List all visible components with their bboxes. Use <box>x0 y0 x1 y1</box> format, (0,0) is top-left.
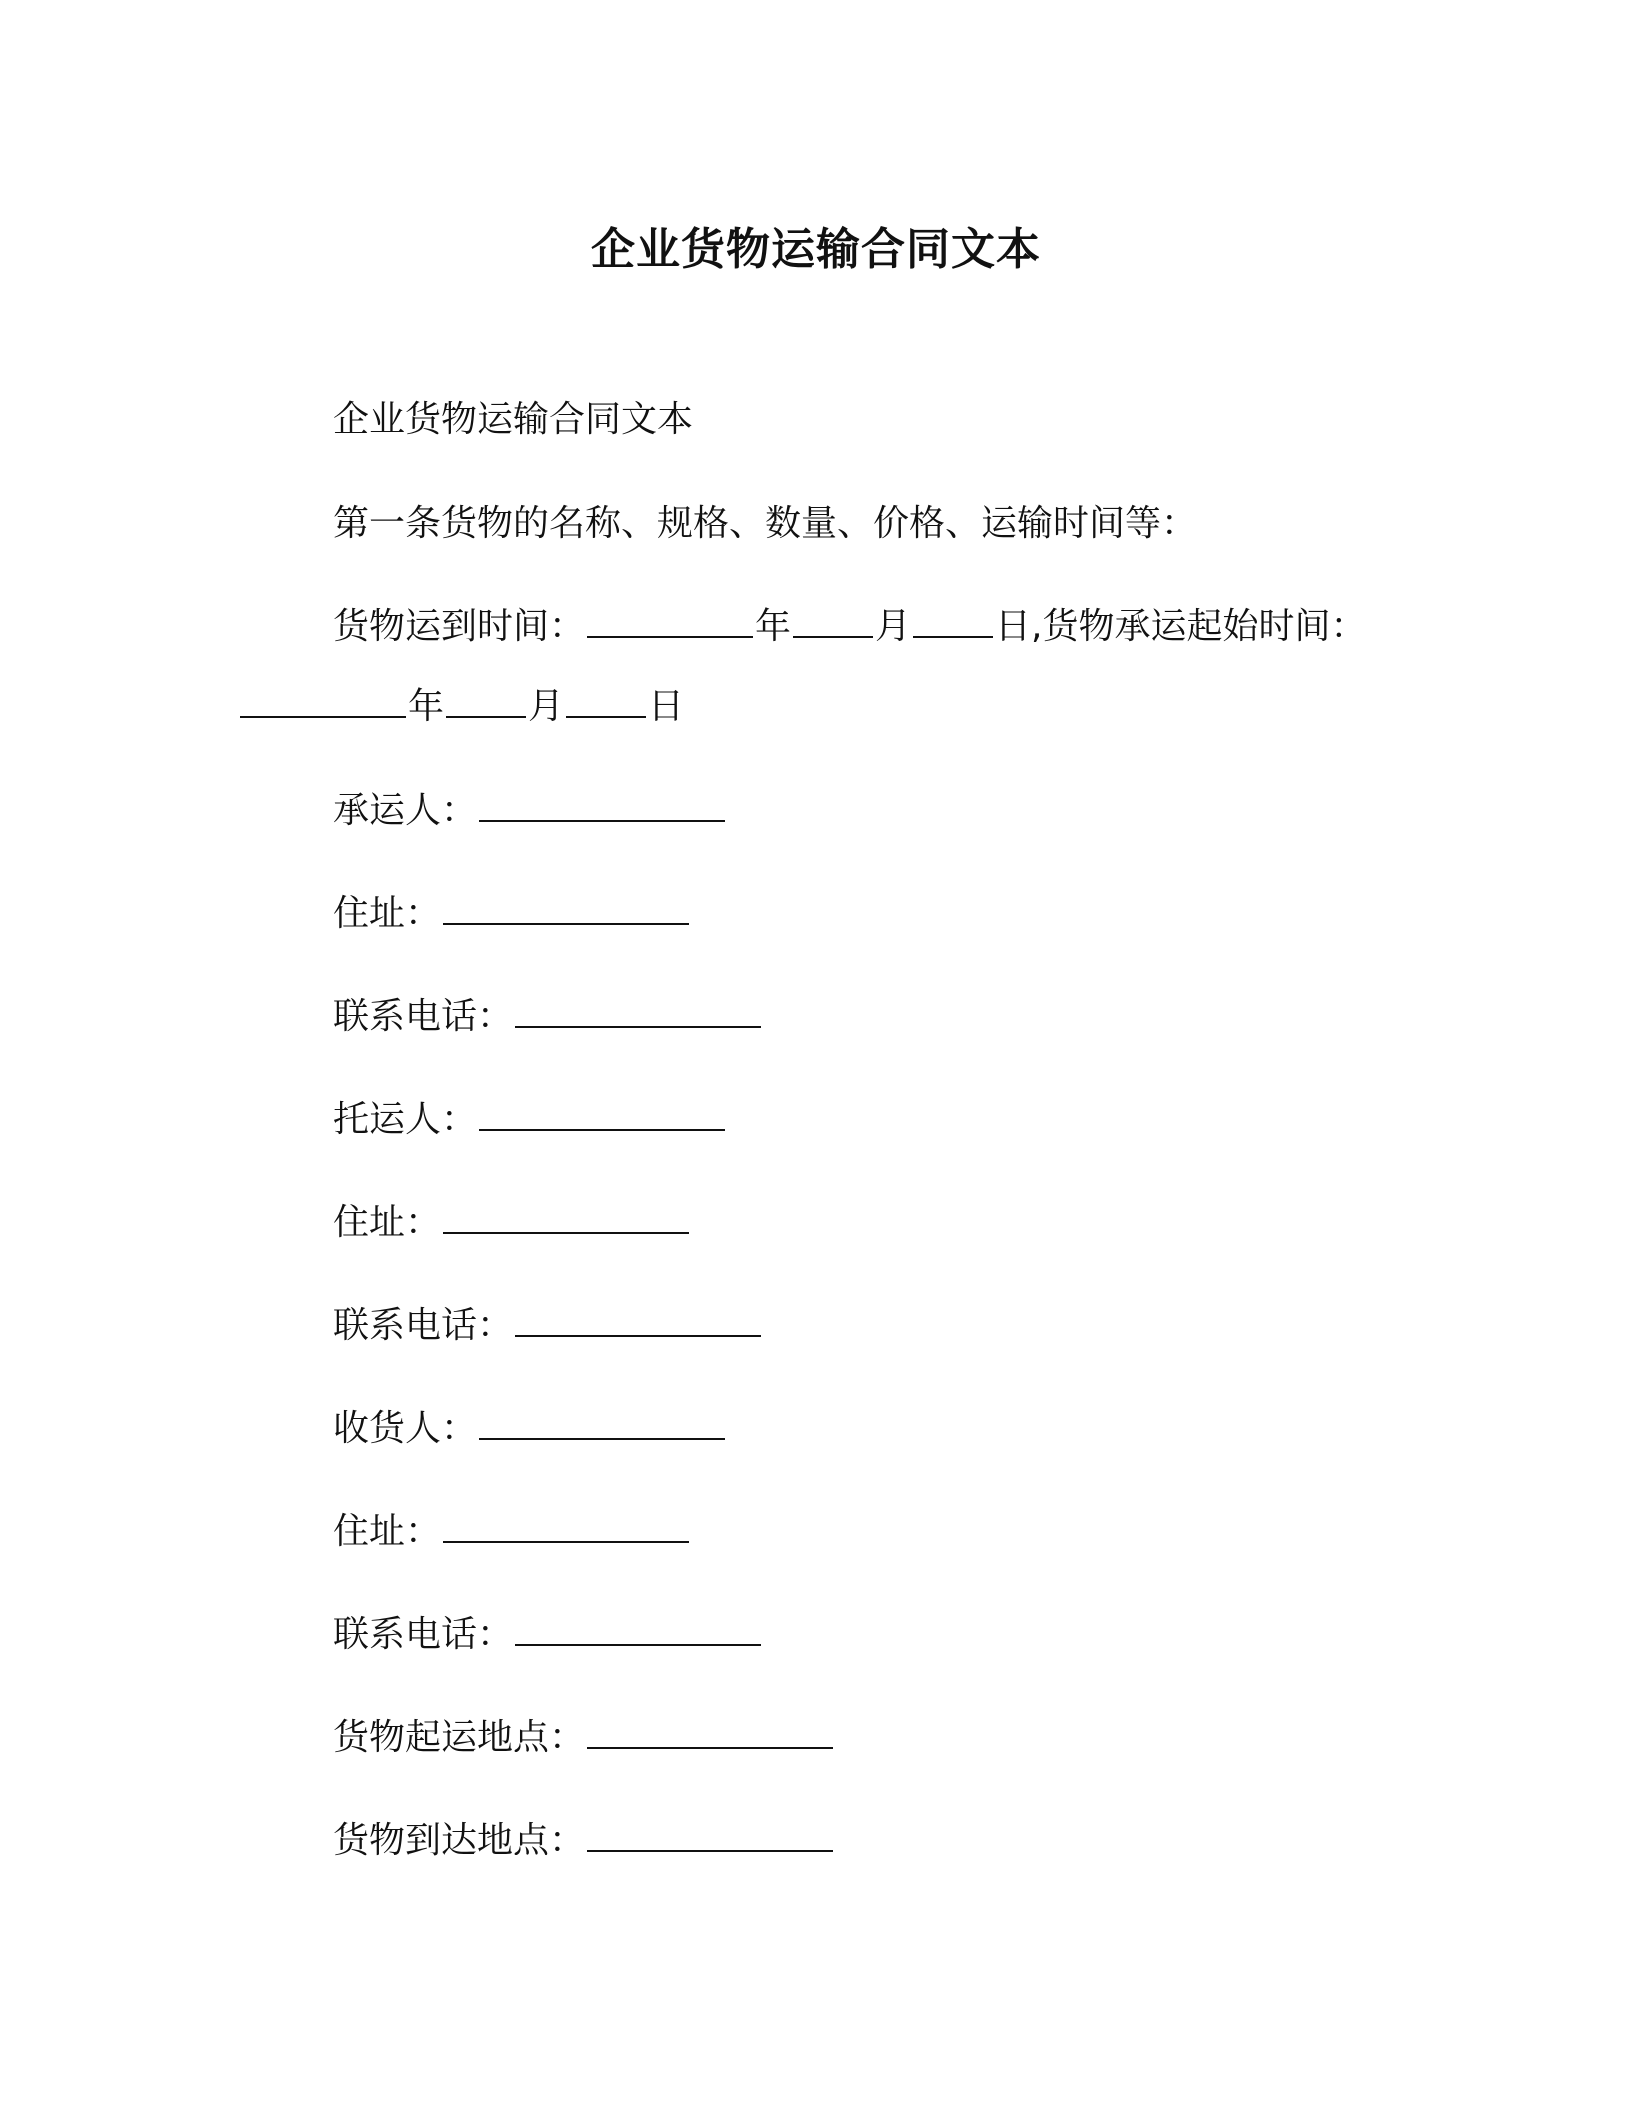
document-subtitle: 企业货物运输合同文本 <box>333 399 694 440</box>
start-month-unit: 月 <box>528 686 565 727</box>
carrier-name-line <box>333 786 727 835</box>
start-day-blank[interactable] <box>566 682 646 718</box>
consignee-name-label: 收货人： <box>333 1408 478 1449</box>
start-time-line <box>238 682 684 731</box>
arrival-month-blank[interactable] <box>793 602 873 638</box>
destination-label: 货物到达地点： <box>333 1820 586 1861</box>
arrival-day-unit: 日, <box>995 606 1043 647</box>
consignee-address-label: 住址： <box>333 1511 442 1552</box>
start-year-unit: 年 <box>408 686 445 727</box>
shipper-address-line <box>333 1198 691 1247</box>
shipper-name-line <box>333 1095 727 1144</box>
origin-label: 货物起运地点： <box>333 1717 586 1758</box>
consignee-phone-line <box>333 1610 763 1659</box>
carrier-address-line <box>333 889 691 938</box>
consignee-phone-blank[interactable] <box>515 1610 761 1646</box>
shipper-phone-label: 联系电话： <box>333 1305 514 1346</box>
consignee-phone-label: 联系电话： <box>333 1614 514 1655</box>
article-1-heading: 第一条货物的名称、规格、数量、价格、运输时间等： <box>333 503 1198 544</box>
arrival-year-blank[interactable] <box>587 602 753 638</box>
destination-blank[interactable] <box>587 1816 833 1852</box>
shipper-phone-line <box>333 1301 763 1350</box>
shipper-phone-blank[interactable] <box>515 1301 761 1337</box>
carrier-phone-blank[interactable] <box>515 992 761 1028</box>
start-year-blank[interactable] <box>240 682 406 718</box>
consignee-address-blank[interactable] <box>443 1507 689 1543</box>
arrival-time-line <box>333 602 1367 651</box>
shipper-address-label: 住址： <box>333 1202 442 1243</box>
start-time-label: 货物承运起始时间： <box>1042 606 1367 647</box>
document-title: 企业货物运输合同文本 <box>591 224 1041 275</box>
carrier-address-label: 住址： <box>333 893 442 934</box>
start-day-unit: 日 <box>648 686 685 727</box>
carrier-name-label: 承运人： <box>333 790 478 831</box>
consignee-name-blank[interactable] <box>479 1404 725 1440</box>
arrival-day-blank[interactable] <box>913 602 993 638</box>
arrival-month-unit: 月 <box>875 606 912 647</box>
shipper-name-blank[interactable] <box>479 1095 725 1131</box>
start-month-blank[interactable] <box>446 682 526 718</box>
carrier-address-blank[interactable] <box>443 889 689 925</box>
arrival-year-unit: 年 <box>755 606 792 647</box>
destination-line <box>333 1816 835 1865</box>
carrier-phone-label: 联系电话： <box>333 996 514 1037</box>
consignee-address-line <box>333 1507 691 1556</box>
carrier-name-blank[interactable] <box>479 786 725 822</box>
shipper-address-blank[interactable] <box>443 1198 689 1234</box>
consignee-name-line <box>333 1404 727 1453</box>
origin-blank[interactable] <box>587 1713 833 1749</box>
origin-line <box>333 1713 835 1762</box>
arrival-time-label: 货物运到时间： <box>333 606 586 647</box>
shipper-name-label: 托运人： <box>333 1099 478 1140</box>
carrier-phone-line <box>333 992 763 1041</box>
